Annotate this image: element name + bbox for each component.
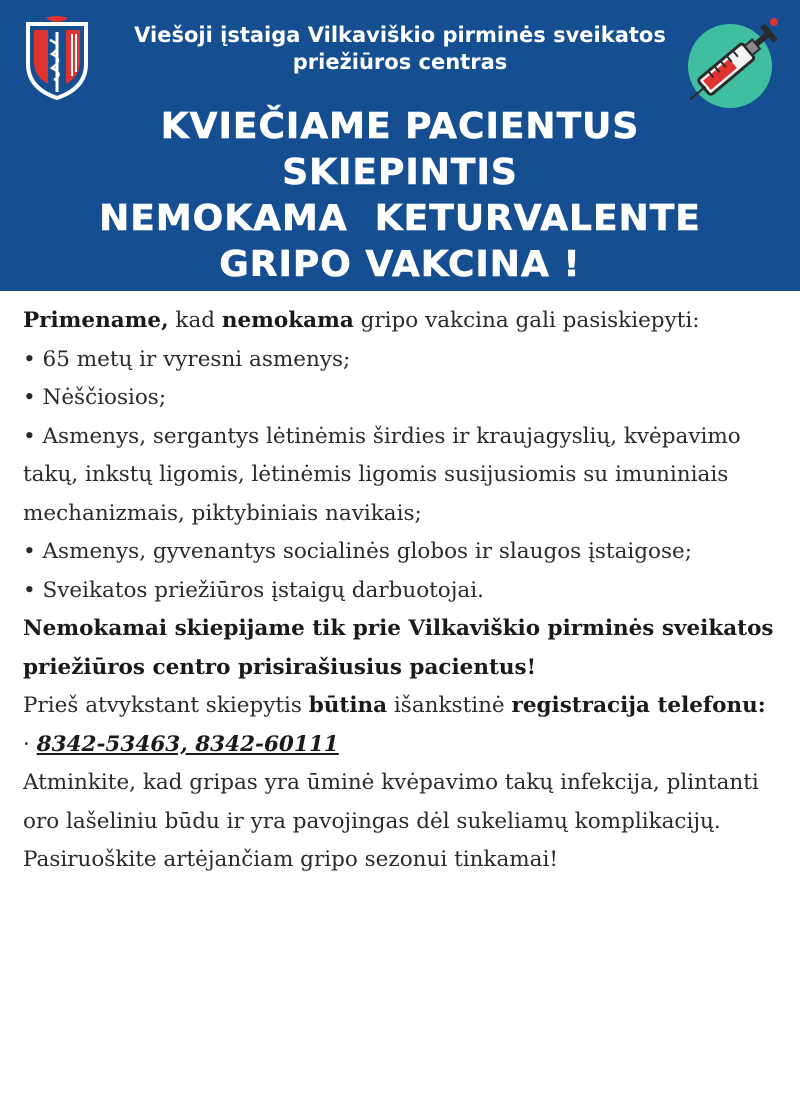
registration-bold-2: registracija telefonu: (511, 693, 766, 718)
phone-bullet: · (23, 731, 37, 757)
phone-numbers-link[interactable]: 8342-53463, 8342-60111 (36, 731, 339, 757)
registration-bold-1: būtina (308, 693, 388, 718)
headline-line-3: NEMOKAMA KETURVALENTE (99, 198, 701, 239)
organization-name: Viešoji įstaiga Vilkaviškio pirminės sveikatos priežiūros centras (134, 23, 666, 74)
headline-line-1: KVIEČIAME PACIENTUS (160, 106, 640, 147)
registration-paragraph (23, 687, 793, 726)
group-item-1: • 65 metų ir vyresni asmenys; (23, 346, 351, 372)
phone-line (23, 726, 793, 765)
headline-line-4: GRIPO VAKCINA ! (219, 244, 581, 285)
syringe-icon (670, 14, 786, 114)
intro-text-2: gripo vakcina gali pasiskiepyti: (353, 308, 700, 333)
intro-paragraph (23, 302, 793, 341)
group-item-5: • Sveikatos priežiūros įstaigų darbuotojai. (23, 577, 484, 603)
registration-text-2: išankstinė (387, 693, 512, 718)
group-item-2: • Nėščiosios; (23, 385, 167, 410)
header-banner (0, 0, 800, 291)
body-text (23, 302, 793, 880)
caduceus-shield-icon (20, 14, 94, 100)
intro-bold: Primename, (23, 308, 169, 333)
headline-line-2: SKIEPINTIS (282, 152, 518, 193)
free-notice-text: Nemokamai skiepijame tik prie Vilkaviškio pirminės sveikatos priežiūros centro prisirašiusius pacientus! (23, 616, 774, 680)
registration-text-1: Prieš atvykstant skiepytis (23, 693, 309, 718)
group-item-4: • Asmenys, gyvenantys socialinės globos ir slaugos įstaigose; (23, 539, 692, 564)
headline (20, 104, 780, 288)
group-item-3: • Asmenys, sergantys lėtinėmis širdies ir kraujagyslių, kvėpavimo takų, inkstų ligomis, lėtinėmis ligomis susijusiomis su imuniniais mechanizmais, piktybiniais navikais; (23, 423, 741, 526)
reminder-paragraph: Atminkite, kad gripas yra ūminė kvėpavimo takų infekcija, plintanti oro lašeliniu būdu ir yra pavojingas dėl sukeliamų komplikacijų. (23, 770, 759, 834)
closing-paragraph: Pasiruoškite artėjančiam gripo sezonui tinkamai! (23, 847, 559, 872)
free-notice (23, 610, 793, 687)
intro-bold-2: nemokama (221, 308, 354, 333)
intro-text-1: kad (168, 308, 222, 333)
